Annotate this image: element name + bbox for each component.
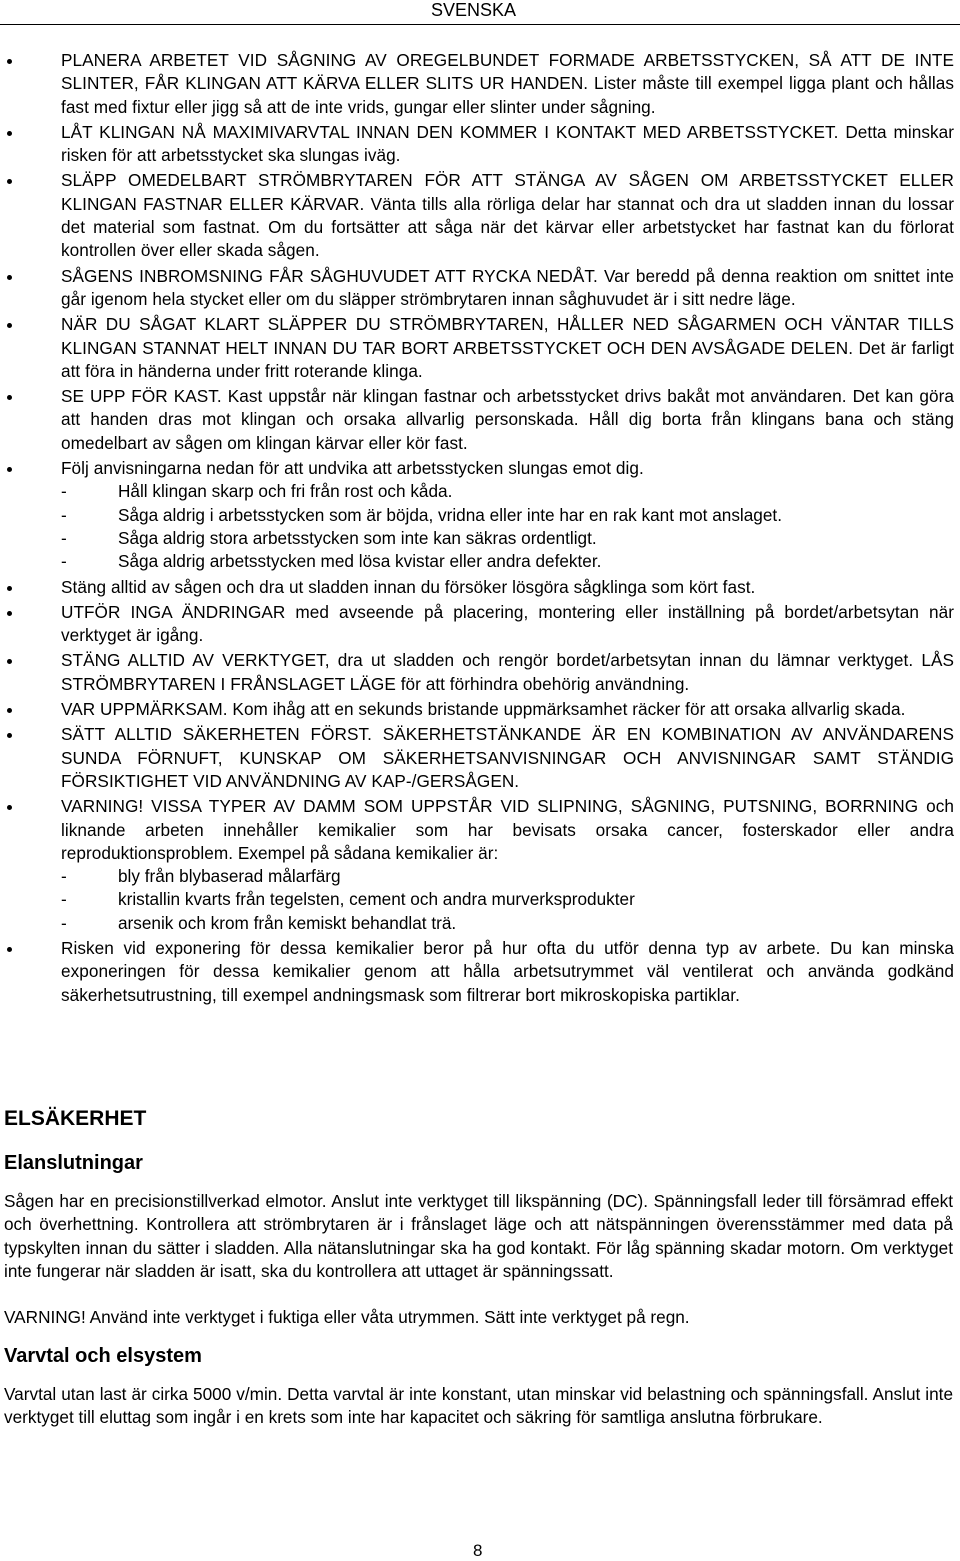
sub-list-text: Håll klingan skarp och fri från rost och kåda. (118, 481, 453, 502)
language-header: SVENSKA (431, 0, 517, 20)
safety-bullet-list (0, 49, 960, 1009)
sub-list-text: arsenik och krom från kemiskt behandlat trä. (118, 912, 457, 933)
bullet-item (0, 795, 954, 935)
sub-list-text: Såga aldrig i arbetsstycken som är böjda, vridna eller inte har en rak kant mot anslaget. (118, 504, 782, 525)
bullet-dot-icon (7, 659, 12, 664)
sub-list-item (61, 550, 954, 573)
bullet-item (0, 723, 954, 793)
sub-list-item (61, 865, 954, 888)
sub-list-text: kristallin kvarts från tegelsten, cement och andra murverksprodukter (118, 889, 635, 910)
bullet-item (0, 698, 954, 721)
warning-paragraph: VARNING! Använd inte verktyget i fuktiga eller våta utrymmen. Sätt inte verktyget på regn. (4, 1307, 690, 1327)
sub-list-item (61, 480, 954, 503)
bullet-item (0, 121, 954, 168)
speed-heading: Varvtal och elsystem (4, 1345, 202, 1367)
bullet-item (0, 457, 954, 573)
connections-heading: Elanslutningar (4, 1152, 143, 1174)
bullet-text: Följ anvisningarna nedan för att undvika att arbetsstycken slungas emot dig. (61, 458, 644, 479)
bullet-dot-icon (7, 805, 12, 810)
bullet-item (0, 313, 954, 383)
bullet-dot-icon (7, 179, 12, 184)
dash-marker-icon: - (61, 551, 67, 572)
bullet-dot-icon (7, 947, 12, 952)
bullet-item (0, 601, 954, 648)
bullet-text: PLANERA ARBETET VID SÅGNING AV OREGELBUNDET FORMADE ARBETSSTYCKEN, SÅ ATT DE INTE SLINTER, FÅR KLINGAN ATT KÄRVA ELLER SLITS UR HANDEN. Lister måste till exempel ligga plant och hållas fast med fixtur eller jigg så att de inte vrids, gungar eller slinter under sågning. (61, 50, 954, 117)
bullet-text: VAR UPPMÄRKSAM. Kom ihåg att en sekunds bristande uppmärksamhet räcker för att orsaka allvarlig skada. (61, 699, 906, 720)
bullet-text: SÄTT ALLTID SÄKERHETEN FÖRST. SÄKERHETSTÄNKANDE ÄR EN KOMBINATION AV ANVÄNDARENS SUNDA FÖRNUFT, KUNSKAP OM SÄKERHETSANVISNINGAR OCH ANVISNINGAR SAMT STÄNDIG FÖRSIKTIGHET VID ANVÄNDNING AV KAP-/GERSÅGEN. (61, 724, 954, 791)
bullet-dot-icon (7, 275, 12, 280)
bullet-item (0, 649, 954, 696)
dash-marker-icon: - (61, 504, 67, 525)
dash-marker-icon: - (61, 889, 67, 910)
electrical-safety-heading: ELSÄKERHET (4, 1107, 147, 1130)
bullet-dot-icon (7, 395, 12, 400)
bullet-item (0, 169, 954, 262)
bullet-dot-icon (7, 467, 12, 472)
sub-list-text: bly från blybaserad målarfärg (118, 866, 341, 887)
bullet-text: STÄNG ALLTID AV VERKTYGET, dra ut sladden och rengör bordet/arbetsytan innan du lämnar verktyget. LÅS STRÖMBRYTAREN I FRÅNSLAGET LÄGE för att förhindra obehörig användning. (61, 650, 954, 694)
bullet-text: SLÄPP OMEDELBART STRÖMBRYTAREN FÖR ATT STÄNGA AV SÅGEN OM ARBETSSTYCKET ELLER KLINGAN FASTNAR ELLER KÄRVAR. Vänta tills alla rörliga delar har stannat och dra ut sladden innan du lossar det material som fastnat. Om du fortsätter att såga när det kärvar eller arbetstycket har fastnat kan du förlorat kontrollen över eller skada sågen. (61, 170, 954, 261)
speed-paragraph: Varvtal utan last är cirka 5000 v/min. Detta varvtal är inte konstant, utan minskar vid belastning och spänningsfall. Anslut inte verktyget till eluttag som ingår i en krets som inte har kapacitet och säkring för samtliga anslutna förbrukare. (4, 1384, 953, 1428)
sub-list-item (61, 527, 954, 550)
bullet-text: SÅGENS INBROMSNING FÅR SÅGHUVUDET ATT RYCKA NEDÅT. Var beredd på denna reaktion om snittet inte går igenom hela stycket eller om du släpper strömbrytaren innan såghuvudet är i sitt nedre läge. (61, 265, 954, 309)
bullet-text: NÄR DU SÅGAT KLART SLÄPPER DU STRÖMBRYTAREN, HÅLLER NED SÅGARMEN OCH VÄNTAR TILLS KLINGAN STANNAT HELT INNAN DU TAR BORT ARBETSSTYCKET OCH DEN AVSÅGADE DELEN. Det är farligt att föra in händerna under fritt roterande klinga. (61, 314, 954, 381)
header-divider (0, 24, 960, 25)
bullet-item (0, 385, 954, 455)
bullet-dot-icon (7, 59, 12, 64)
bullet-dot-icon (7, 586, 12, 591)
bullet-text: Risken vid exponering för dessa kemikalier beror på hur ofta du utför denna typ av arbete. Du kan minska exponeringen för dessa kemikalier genom att hålla arbetsutrymmet väl ventilerat och använda godkänd säkerhetsutrustning, till exempel andningsmask som filtrerar bort mikroskopiska partiklar. (61, 937, 954, 1005)
bullet-item (0, 265, 954, 312)
dash-marker-icon: - (61, 481, 67, 502)
bullet-text: LÅT KLINGAN NÅ MAXIMIVARVTAL INNAN DEN KOMMER I KONTAKT MED ARBETSSTYCKET. Detta minskar risken för att arbetsstycket ska slungas iväg. (61, 121, 954, 166)
dash-marker-icon: - (61, 866, 67, 887)
sub-list-item (61, 888, 954, 911)
sub-list-item (61, 504, 954, 527)
sub-list-item (61, 912, 954, 935)
bullet-dot-icon (7, 708, 12, 713)
bullet-dot-icon (7, 323, 12, 328)
sub-list-text: Såga aldrig arbetsstycken med lösa kvistar eller andra defekter. (118, 551, 602, 572)
page-number: 8 (473, 1541, 483, 1560)
bullet-text: SE UPP FÖR KAST. Kast uppstår när klingan fastnar och arbetsstycket drivs bakåt mot användaren. Det kan göra att handen dras mot klingan och orsaka allvarlig personskada. Håll dig borta från klingans bana och stäng omedelbart av sågen om klingan kärvar eller kör fast. (61, 386, 954, 453)
bullet-dot-icon (7, 733, 12, 738)
sub-list-text: Såga aldrig stora arbetsstycken som inte kan säkras ordentligt. (118, 527, 597, 548)
bullet-item (0, 576, 954, 599)
dash-marker-icon: - (61, 527, 67, 548)
bullet-text: Stäng alltid av sågen och dra ut sladden innan du försöker lösgöra sågklinga som kört fast. (61, 576, 756, 597)
bullet-text: VARNING! VISSA TYPER AV DAMM SOM UPPSTÅR VID SLIPNING, SÅGNING, PUTSNING, BORRNING och liknande arbeten innehåller kemikalier som har bevisats orsaka cancer, fosterskador eller andra reproduktionsproblem. Exempel på sådana kemikalier är: (61, 796, 954, 863)
bullet-item (0, 937, 954, 1007)
dash-marker-icon: - (61, 912, 67, 933)
bullet-dot-icon (7, 131, 12, 136)
connections-paragraph: Sågen har en precisionstillverkad elmotor. Anslut inte verktyget till likspänning (DC). Spänningsfall leder till försämrad effekt och överhettning. Kontrollera att strömbrytaren är i frånslaget läge och att nätspänningen överensstämmer med data på typskylten innan du sätter i sladden. Alla nätanslutningar ska ha god kontakt. För låg spänning skadar motorn. Om verktyget inte fungerar när sladden är isatt, ska du kontrollera att uttaget är spänningssatt. (4, 1191, 953, 1281)
bullet-dot-icon (7, 611, 12, 616)
bullet-text: UTFÖR INGA ÄNDRINGAR med avseende på placering, montering eller inställning på bordet/arbetsytan när verktyget är igång. (61, 601, 954, 646)
bullet-item (0, 49, 954, 119)
